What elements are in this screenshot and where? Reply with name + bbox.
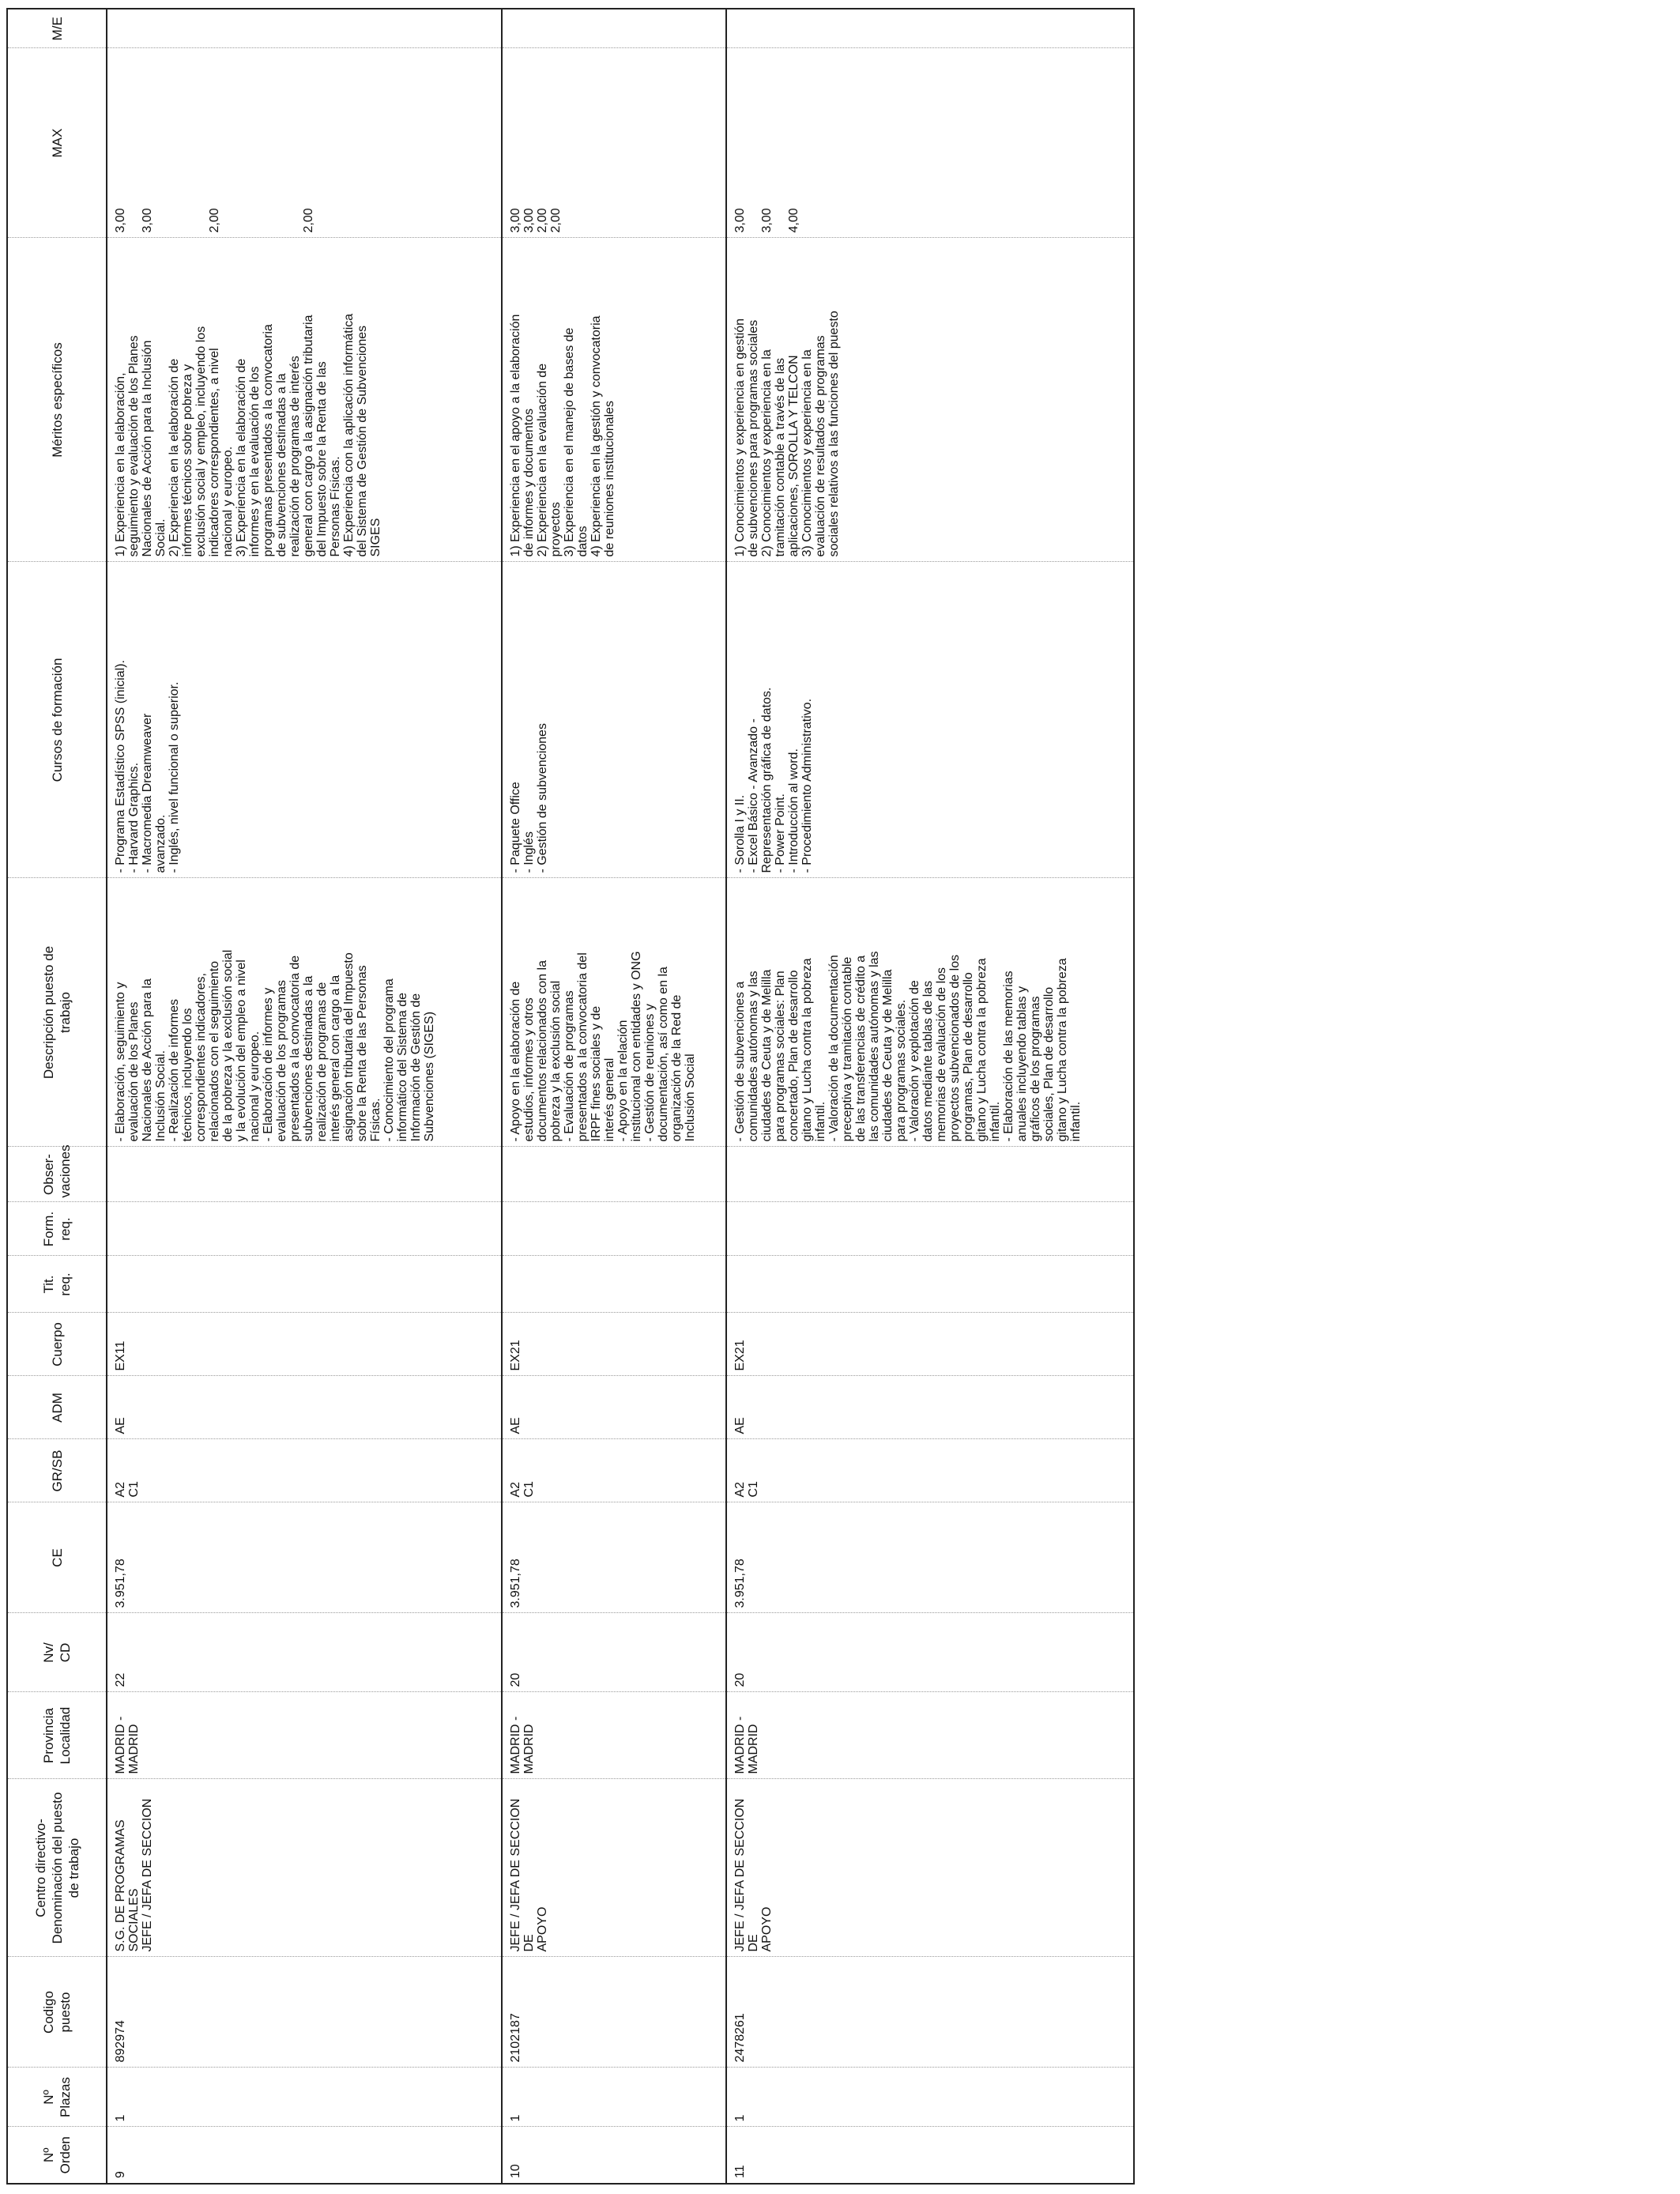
header-grupo: GR/SB xyxy=(7,1439,107,1502)
header-centro: Centro directivo- Denominación del puesto de trabajo xyxy=(7,1779,107,1957)
cell-codigo: 892974 xyxy=(107,1957,502,2068)
cell-observaciones xyxy=(107,1147,502,1202)
cell-grupo: A2 C1 xyxy=(502,1439,726,1502)
cell-max: 3,00 3,00 2,00 2,00 xyxy=(502,48,726,238)
cell-titulacion xyxy=(502,1256,726,1313)
cell-codigo: 2102187 xyxy=(502,1957,726,2068)
header-plazas: Nº Plazas xyxy=(7,2068,107,2127)
header-row xyxy=(7,9,107,2184)
cell-nivel: 20 xyxy=(502,1613,726,1692)
cell-nivel: 22 xyxy=(107,1613,502,1692)
cell-plazas: 1 xyxy=(726,2068,1134,2127)
header-codigo: Codigo puesto xyxy=(7,1957,107,2068)
header-orden: Nº Orden xyxy=(7,2127,107,2184)
cell-me xyxy=(502,9,726,48)
header-formacion: Form. req. xyxy=(7,1202,107,1256)
cell-provincia: MADRID - MADRID xyxy=(502,1692,726,1779)
cell-orden: 9 xyxy=(107,2127,502,2184)
header-provincia: Provincia Localidad xyxy=(7,1692,107,1779)
cell-ce: 3.951,78 xyxy=(107,1502,502,1613)
cell-cursos: - Programa Estadístico SPSS (inicial). - Harvard Graphics. - Macromedia Dreamweaver avanzado. - Inglés, nivel funcional o superior. xyxy=(107,562,502,878)
table-row xyxy=(107,9,502,2184)
cell-meritos: 1) Experiencia en la elaboración, seguimiento y evaluación de los Planes Nacionales de Acción para la Inclusión Social. 2) Experiencia en la elaboración de informes técnicos sobre pobreza y exclusión social y empleo, incluyendo los indicadores correspondientes, a nivel nacional y europeo. 3) Experiencia en la elaboración de informes y en la evaluación de los programas presentados a la convocatoria de subvenciones destinadas a la realización de programas de interés general con cargo a la asignación tributaria del Impuesto sobre la Renta de las Personas Físicas. 4) Experiencia con la aplicación informática del Sistema de Gestión de Subvenciones SIGES xyxy=(107,238,502,562)
header-observaciones: Obser- vaciones xyxy=(7,1147,107,1202)
table-row xyxy=(726,9,1134,2184)
cell-codigo: 2478261 xyxy=(726,1957,1134,2068)
cell-max: 3,00 3,00 4,00 xyxy=(726,48,1134,238)
header-cursos: Cursos de formación xyxy=(7,562,107,878)
cell-plazas: 1 xyxy=(107,2068,502,2127)
cell-formacion xyxy=(107,1202,502,1256)
header-descripcion: Descripción puesto de trabajo xyxy=(7,878,107,1147)
header-cuerpo: Cuerpo xyxy=(7,1313,107,1376)
cell-descripcion: - Elaboración, seguimiento y evaluación de los Planes Nacionales de Acción para la Inclusión Social. - Realización de informes técnicos, incluyendo los correspondientes indicadores, relacionados con el seguimiento de la pobreza y la exclusión social y la evolución del empleo a nivel nacional y europeo. - Elaboración de informes y evaluación de los programas presentados a la convocatoria de subvenciones destinadas a la realización de programas de interés general con cargo a la asignación tributaria del Impuesto sobre la Renta de las Personas Físicas. - Conocimiento del programa informático del Sistema de Información de Gestión de Subvenciones (SIGES) xyxy=(107,878,502,1147)
cell-meritos: 1) Experiencia en el apoyo a la elaboración de informes y documentos 2) Experiencia en la evaluación de proyectos 3) Experiencia en el manejo de bases de datos 4) Experiencia en la gestión y convocatoria de reuniones institucionales xyxy=(502,238,726,562)
cell-descripcion: - Apoyo en la elaboración de estudios, informes y otros documentos relacionados con la pobreza y la exclusión social - Evaluación de programas presentados a la convocatoria del IRPF fines sociales y de interés general - Apoyo en la relación institucional con entidades y ONG - Gestión de reuniones y documentación, así como en la organización de la Red de Inclusión Social xyxy=(502,878,726,1147)
cell-max: 3,00 3,00 2,00 2,00 xyxy=(107,48,502,238)
cell-cursos: - Paquete Office - Inglés - Gestión de subvenciones xyxy=(502,562,726,878)
cell-adm: AE xyxy=(502,1376,726,1439)
header-nivel: Nv/ CD xyxy=(7,1613,107,1692)
cell-orden: 11 xyxy=(726,2127,1134,2184)
cell-cuerpo: EX21 xyxy=(726,1313,1134,1376)
cell-centro: S.G. DE PROGRAMAS SOCIALES JEFE / JEFA DE SECCION xyxy=(107,1779,502,1957)
cell-adm: AE xyxy=(107,1376,502,1439)
header-meritos: Méritos específicos xyxy=(7,238,107,562)
cell-titulacion xyxy=(107,1256,502,1313)
cell-ce: 3.951,78 xyxy=(726,1502,1134,1613)
cell-observaciones xyxy=(726,1147,1134,1202)
cell-plazas: 1 xyxy=(502,2068,726,2127)
cell-formacion xyxy=(726,1202,1134,1256)
cell-observaciones xyxy=(502,1147,726,1202)
header-adm: ADM xyxy=(7,1376,107,1439)
cell-grupo: A2 C1 xyxy=(726,1439,1134,1502)
header-max: MAX xyxy=(7,48,107,238)
cell-provincia: MADRID - MADRID xyxy=(726,1692,1134,1779)
cell-grupo: A2 C1 xyxy=(107,1439,502,1502)
cell-cuerpo: EX11 xyxy=(107,1313,502,1376)
cell-formacion xyxy=(502,1202,726,1256)
cell-ce: 3.951,78 xyxy=(502,1502,726,1613)
cell-orden: 10 xyxy=(502,2127,726,2184)
cell-centro: JEFE / JEFA DE SECCION DE APOYO xyxy=(502,1779,726,1957)
job-positions-table xyxy=(6,8,1135,2185)
header-me: M/E xyxy=(7,9,107,48)
cell-provincia: MADRID - MADRID xyxy=(107,1692,502,1779)
cell-centro: JEFE / JEFA DE SECCION DE APOYO xyxy=(726,1779,1134,1957)
cell-nivel: 20 xyxy=(726,1613,1134,1692)
cell-me xyxy=(107,9,502,48)
cell-cuerpo: EX21 xyxy=(502,1313,726,1376)
cell-descripcion: - Gestión de subvenciones a comunidades autónomas y las ciudades de Ceuta y de Melilla para programas sociales: Plan concertado, Plan de desarrollo gitano y Lucha contra la pobreza infantil. - Valoración de la documentación preceptiva y tramitación contable de las transferencias de crédito a las comunidades autónomas y las ciudades de Ceuta y de Melilla para programas sociales. - Valoración y explotación de datos mediante tablas de las memorias de evaluación de los proyectos subvencionados de los programas, Plan de desarrollo gitano y Lucha contra la pobreza infantil. - Elaboración de las memorias anuales incluyendo tablas y gráficos de los programas sociales, Plan de desarrollo gitano y Lucha contra la pobreza infantil. xyxy=(726,878,1134,1147)
table-row xyxy=(502,9,726,2184)
header-titulacion: Tit. req. xyxy=(7,1256,107,1313)
cell-meritos: 1) Conocimientos y experiencia en gestión de subvenciones para programas sociales 2) Conocimientos y experiencia en la tramitación contable a través de las aplicaciones, SOROLLA Y TELCON 3) Conocimientos y experiencia en la evaluación de resultados de programas sociales relativos a las funciones del puesto xyxy=(726,238,1134,562)
cell-me xyxy=(726,9,1134,48)
cell-adm: AE xyxy=(726,1376,1134,1439)
cell-cursos: - Sorolla I y II. - Excel Básico - Avanzado - Representación gráfica de datos. - Power Point. - Introducción al word. - Procedimiento Administrativo. xyxy=(726,562,1134,878)
header-ce: CE xyxy=(7,1502,107,1613)
cell-titulacion xyxy=(726,1256,1134,1313)
